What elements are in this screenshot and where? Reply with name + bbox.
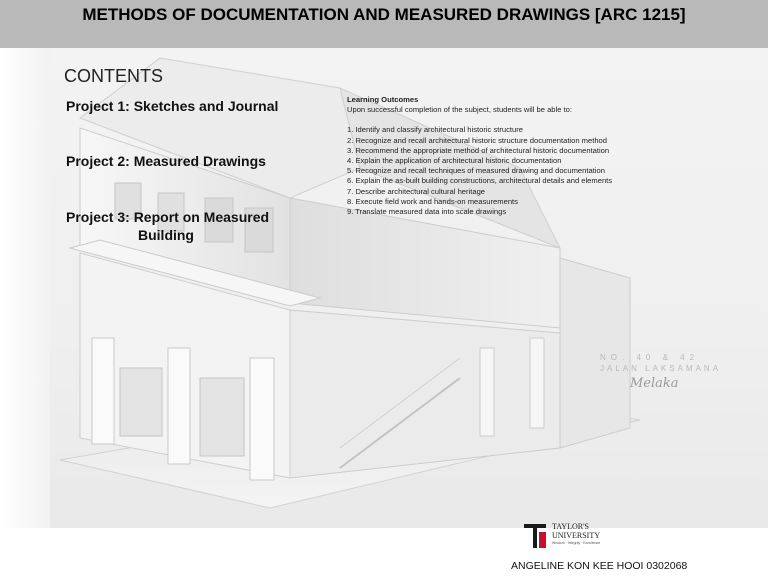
learning-outcome-item: 5. Recognize and recall techniques of measured drawing and documentation: [347, 166, 605, 176]
learning-outcome-item: 7. Describe architectural cultural heritage: [347, 186, 486, 196]
learning-outcome-item: 8. Execute field work and hands-on measurements: [347, 196, 518, 206]
slide-title: METHODS OF DOCUMENTATION AND MEASURED DRAWINGS [ARC 1215]: [82, 5, 686, 24]
title-bar: [0, 0, 768, 48]
address-line-1: NO. 40 & 42: [600, 353, 700, 362]
learning-outcome-item: 4. Explain the application of architectural historic documentation: [347, 156, 562, 166]
author-credit: ANGELINE KON KEE HOOI 0302068: [511, 560, 688, 572]
project-1-link[interactable]: Project 1: Sketches and Journal: [66, 98, 279, 114]
contents-heading: CONTENTS: [64, 66, 163, 86]
project-2-link[interactable]: Project 2: Measured Drawings: [66, 153, 266, 169]
university-name-line1: TAYLOR'S: [552, 522, 589, 531]
project-3-label-line1: Project 3: Report on Measured: [66, 209, 270, 225]
learning-outcomes-heading: Learning Outcomes: [347, 95, 419, 104]
learning-outcomes: [347, 95, 727, 217]
learning-outcome-item: 3. Recommend the appropriate method of architectural historic documentation: [347, 145, 610, 155]
address-line-2: JALAN LAKSAMANA: [600, 364, 722, 373]
model-address-label: [600, 352, 721, 374]
learning-outcome-item: 1. Identify and classify architectural historic structure: [347, 125, 523, 135]
university-name: [552, 522, 600, 540]
learning-outcome-item: 9. Translate measured data into scale drawings: [347, 207, 507, 217]
university-name-line2: UNIVERSITY: [552, 531, 600, 540]
learning-outcome-item: 6. Explain the as-built building constructions, architectural details and elements: [347, 176, 613, 186]
learning-outcome-item: 2. Recognize and recall architectural historic structure documentation method: [347, 135, 608, 145]
project-3-label-line2: Building: [138, 227, 194, 243]
learning-outcomes-list: [347, 125, 727, 217]
project-3-link[interactable]: [66, 208, 269, 244]
model-signature: Melaka: [630, 376, 679, 391]
university-tagline: Wisdom · Integrity · Excellence: [552, 541, 601, 545]
learning-outcomes-intro: Upon successful completion of the subject, students will be able to:: [347, 105, 572, 115]
